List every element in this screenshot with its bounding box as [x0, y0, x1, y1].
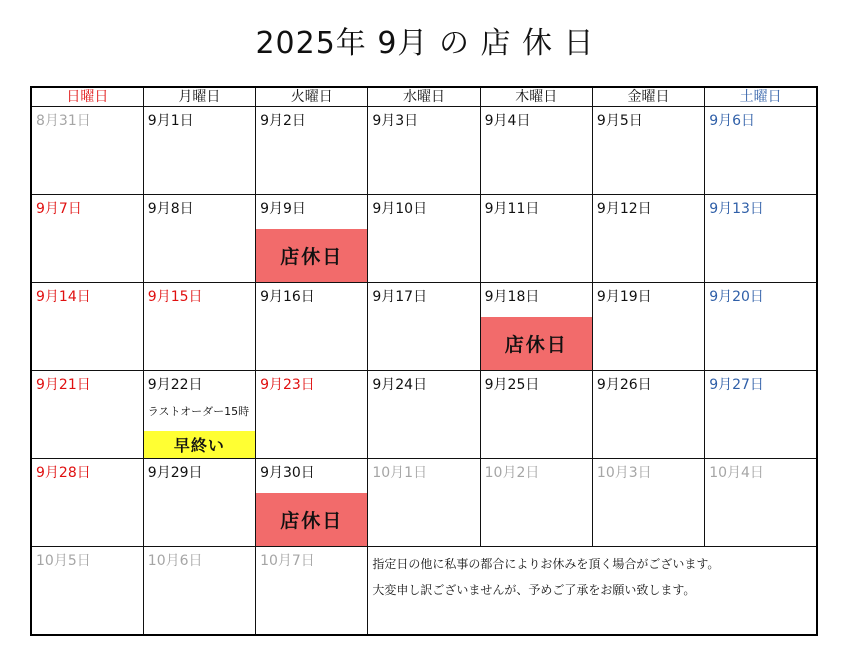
day-number: 9月26日	[596, 377, 652, 393]
day-cell	[368, 459, 480, 547]
day-cell	[31, 459, 143, 547]
day-number: 9月27日	[709, 377, 764, 393]
early-close-badge: 早終い	[144, 431, 255, 458]
day-number: 9月19日	[596, 289, 652, 305]
header-wednesday: 水曜日	[368, 87, 480, 107]
day-cell	[592, 459, 704, 547]
day-cell	[592, 371, 704, 459]
day-cell	[31, 371, 143, 459]
day-cell	[368, 283, 480, 371]
notice-line-1: 指定日の他に私事の都合によりお休みを頂く場合がございます。	[372, 557, 720, 571]
day-cell	[368, 107, 480, 195]
day-cell	[705, 371, 817, 459]
day-cell	[31, 195, 143, 283]
day-number: 9月24日	[372, 377, 428, 393]
day-cell	[143, 371, 255, 459]
day-cell	[31, 107, 143, 195]
day-cell	[480, 459, 592, 547]
header-saturday: 土曜日	[705, 87, 817, 107]
day-cell	[256, 195, 368, 283]
day-number: 9月14日	[36, 289, 91, 305]
notice-line-2: 大変申し訳ございませんが、予めご了承をお願い致します。	[372, 583, 696, 597]
day-number: 9月22日	[147, 377, 203, 393]
day-number: 9月11日	[484, 201, 540, 217]
day-number: 10月4日	[709, 465, 764, 481]
day-number: 10月5日	[36, 553, 91, 569]
day-cell	[256, 107, 368, 195]
week-row	[31, 107, 817, 195]
week-row	[31, 283, 817, 371]
closed-day-badge: 店休日	[256, 493, 367, 546]
day-number: 9月6日	[709, 113, 756, 129]
day-cell	[480, 107, 592, 195]
day-cell	[705, 107, 817, 195]
day-number: 9月17日	[372, 289, 428, 305]
day-number: 9月28日	[36, 465, 91, 481]
day-number: 9月1日	[147, 113, 194, 129]
day-cell	[143, 459, 255, 547]
closed-day-badge: 店休日	[481, 317, 592, 370]
calendar-table	[30, 86, 818, 636]
day-number: 9月30日	[260, 465, 315, 481]
day-number: 10月7日	[260, 553, 315, 569]
day-number: 9月13日	[709, 201, 764, 217]
closed-day-badge: 店休日	[256, 229, 367, 282]
day-number: 9月2日	[260, 113, 306, 129]
day-cell	[592, 107, 704, 195]
day-cell	[143, 195, 255, 283]
day-cell	[256, 371, 368, 459]
header-monday: 月曜日	[143, 87, 255, 107]
day-number: 10月6日	[147, 553, 203, 569]
day-number: 9月16日	[260, 289, 315, 305]
day-number: 9月25日	[484, 377, 540, 393]
day-number: 10月2日	[484, 465, 540, 481]
week-row	[31, 371, 817, 459]
day-number: 10月3日	[596, 465, 652, 481]
day-number: 9月10日	[372, 201, 428, 217]
day-number: 9月12日	[596, 201, 652, 217]
day-cell	[705, 283, 817, 371]
weekday-header-row	[31, 87, 817, 107]
day-cell	[31, 547, 143, 636]
day-cell	[368, 371, 480, 459]
day-number: 10月1日	[372, 465, 428, 481]
week-row	[31, 459, 817, 547]
day-number: 9月20日	[709, 289, 764, 305]
day-cell	[480, 371, 592, 459]
day-number: 9月3日	[372, 113, 419, 129]
day-cell	[143, 283, 255, 371]
day-cell	[143, 547, 255, 636]
week-row	[31, 547, 817, 636]
last-order-note: ラストオーダー15時	[147, 405, 250, 418]
day-cell	[368, 195, 480, 283]
calendar	[30, 86, 818, 632]
day-number: 9月8日	[147, 201, 194, 217]
day-cell	[705, 459, 817, 547]
day-number: 9月4日	[484, 113, 531, 129]
day-number: 9月7日	[36, 201, 82, 217]
day-number: 9月18日	[484, 289, 540, 305]
day-number: 8月31日	[36, 113, 91, 129]
notice-cell	[368, 547, 817, 636]
header-thursday: 木曜日	[480, 87, 592, 107]
day-cell	[256, 547, 368, 636]
day-cell	[592, 283, 704, 371]
page-title: 2025年 9月 の 店 休 日	[255, 26, 595, 61]
day-number: 9月15日	[147, 289, 203, 305]
day-cell	[705, 195, 817, 283]
day-cell	[592, 195, 704, 283]
day-cell	[31, 283, 143, 371]
header-sunday: 日曜日	[31, 87, 143, 107]
header-tuesday: 火曜日	[256, 87, 368, 107]
day-cell	[480, 195, 592, 283]
day-cell	[480, 283, 592, 371]
day-number: 9月23日	[260, 377, 315, 393]
day-number: 9月29日	[147, 465, 203, 481]
week-row	[31, 195, 817, 283]
day-number: 9月9日	[260, 201, 306, 217]
day-number: 9月5日	[596, 113, 643, 129]
day-number: 9月21日	[36, 377, 91, 393]
day-cell	[256, 283, 368, 371]
day-cell	[143, 107, 255, 195]
header-friday: 金曜日	[592, 87, 704, 107]
day-cell	[256, 459, 368, 547]
